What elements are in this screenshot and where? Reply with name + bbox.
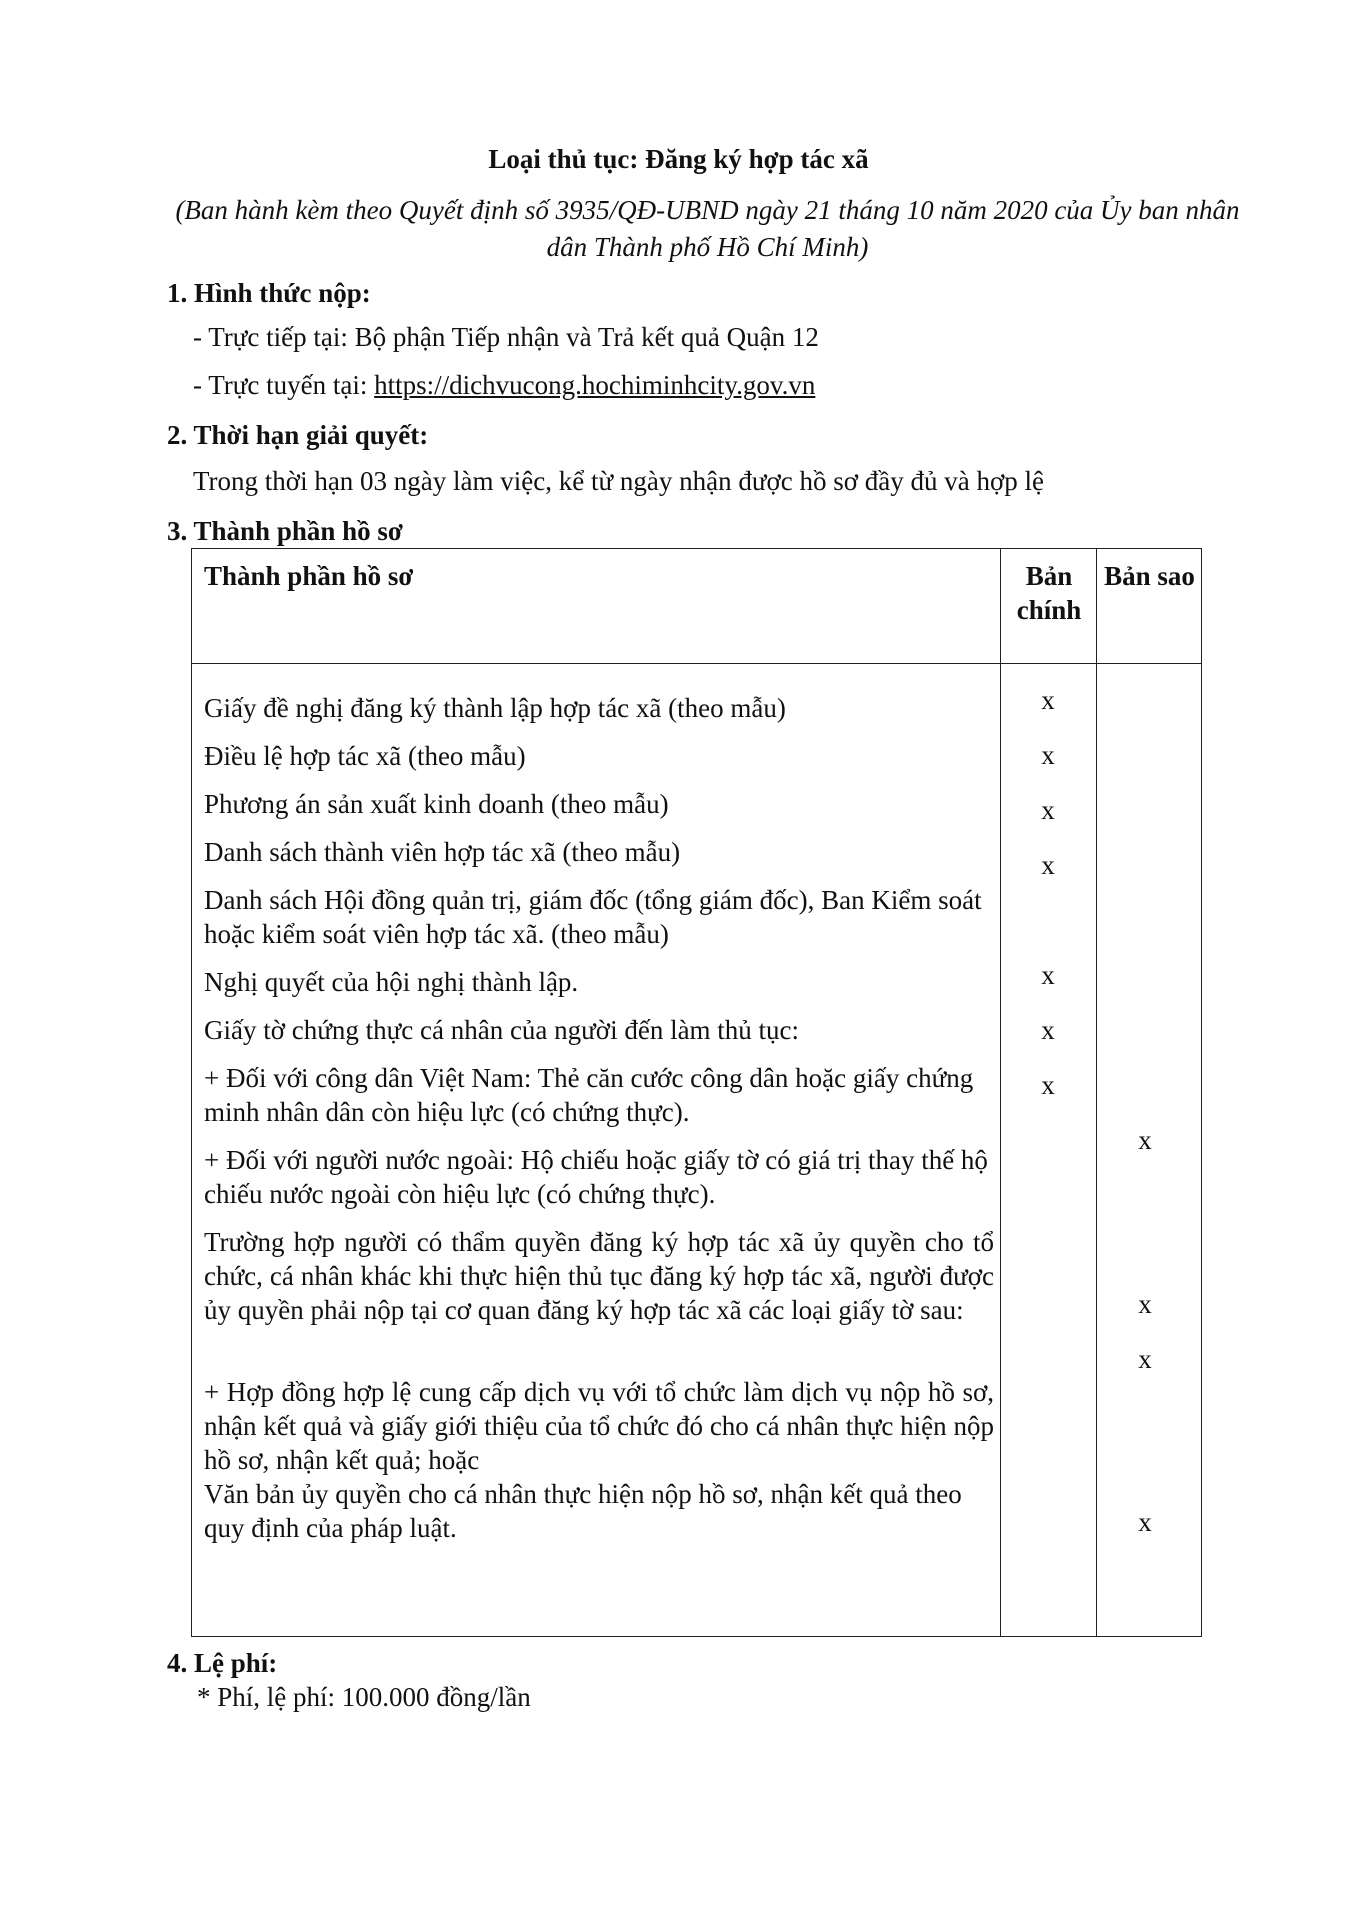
online-portal-link[interactable]: https://dichvucong.hochiminhcity.gov.vn	[374, 370, 816, 400]
table-row-item: Trường hợp người có thẩm quyền đăng ký hợp tác xã ủy quyền cho tổ chức, cá nhân khác khi thực hiện thủ tục đăng ký hợp tác xã, người được ủy quyền phải nộp tại cơ quan đăng ký hợp tác xã các loại giấy tờ sau:	[204, 1227, 994, 1325]
copy-mark: x	[1138, 1344, 1152, 1374]
original-mark: x	[1041, 685, 1055, 715]
original-mark: x	[1041, 1015, 1055, 1045]
section-2-heading: 2. Thời hạn giải quyết:	[167, 420, 429, 450]
section-1-heading: 1. Hình thức nộp:	[167, 278, 371, 308]
section-4-heading: 4. Lệ phí:	[167, 1648, 278, 1678]
table-header-copy: Bản sao	[1104, 561, 1195, 591]
original-mark: x	[1041, 740, 1055, 770]
table-column-divider	[1096, 549, 1097, 1636]
table-row-item: Nghị quyết của hội nghị thành lập.	[204, 967, 579, 997]
table-column-divider	[1000, 549, 1001, 1636]
table-row-item: Điều lệ hợp tác xã (theo mẫu)	[204, 741, 526, 771]
table-row-item: Giấy đề nghị đăng ký thành lập hợp tác xã (theo mẫu)	[204, 693, 786, 723]
table-row-item: Danh sách Hội đồng quản trị, giám đốc (tổng giám đốc), Ban Kiểm soát hoặc kiểm soát viên hợp tác xã. (theo mẫu)	[204, 885, 982, 949]
fee-text: * Phí, lệ phí: 100.000 đồng/lần	[197, 1682, 531, 1712]
table-row-item: Giấy tờ chứng thực cá nhân của người đến làm thủ tục:	[204, 1015, 800, 1045]
submission-online-label: - Trực tuyến tại:	[193, 370, 375, 400]
original-mark: x	[1041, 960, 1055, 990]
submission-in-person: - Trực tiếp tại: Bộ phận Tiếp nhận và Trả kết quả Quận 12	[193, 322, 819, 352]
table-row-item: Danh sách thành viên hợp tác xã (theo mẫu)	[204, 837, 681, 867]
original-mark: x	[1041, 1070, 1055, 1100]
table-header-original: Bản chính	[1016, 561, 1082, 625]
table-header-divider	[192, 663, 1201, 664]
original-mark: x	[1041, 850, 1055, 880]
submission-online	[193, 370, 815, 401]
dossier-table	[191, 548, 1202, 1637]
table-row-item: + Hợp đồng hợp lệ cung cấp dịch vụ với tổ chức làm dịch vụ nộp hồ sơ, nhận kết quả và giấy giới thiệu của tổ chức đó cho cá nhân thực hiện nộp hồ sơ, nhận kết quả; hoặc	[204, 1377, 994, 1475]
document-subtitle: (Ban hành kèm theo Quyết định số 3935/QĐ-UBND ngày 21 tháng 10 năm 2020 của Ủy ban nhân dân Thành phố Hồ Chí Minh)	[175, 195, 1240, 262]
copy-mark: x	[1138, 1289, 1152, 1319]
processing-time-text: Trong thời hạn 03 ngày làm việc, kể từ ngày nhận được hồ sơ đầy đủ và hợp lệ	[193, 466, 1044, 496]
section-3-heading: 3. Thành phần hồ sơ	[167, 516, 403, 546]
copy-mark: x	[1138, 1507, 1152, 1537]
copy-mark: x	[1138, 1125, 1152, 1155]
table-row-item: Văn bản ủy quyền cho cá nhân thực hiện nộp hồ sơ, nhận kết quả theo quy định của pháp luật.	[204, 1479, 962, 1543]
table-header-document: Thành phần hồ sơ	[204, 561, 414, 591]
original-mark: x	[1041, 795, 1055, 825]
document-title: Loại thủ tục: Đăng ký hợp tác xã	[488, 144, 869, 174]
table-row-item: + Đối với công dân Việt Nam: Thẻ căn cước công dân hoặc giấy chứng minh nhân dân còn hiệu lực (có chứng thực).	[204, 1063, 974, 1127]
table-row-item: Phương án sản xuất kinh doanh (theo mẫu)	[204, 789, 669, 819]
table-row-item: + Đối với người nước ngoài: Hộ chiếu hoặc giấy tờ có giá trị thay thế hộ chiếu nước ngoài còn hiệu lực (có chứng thực).	[204, 1145, 988, 1209]
